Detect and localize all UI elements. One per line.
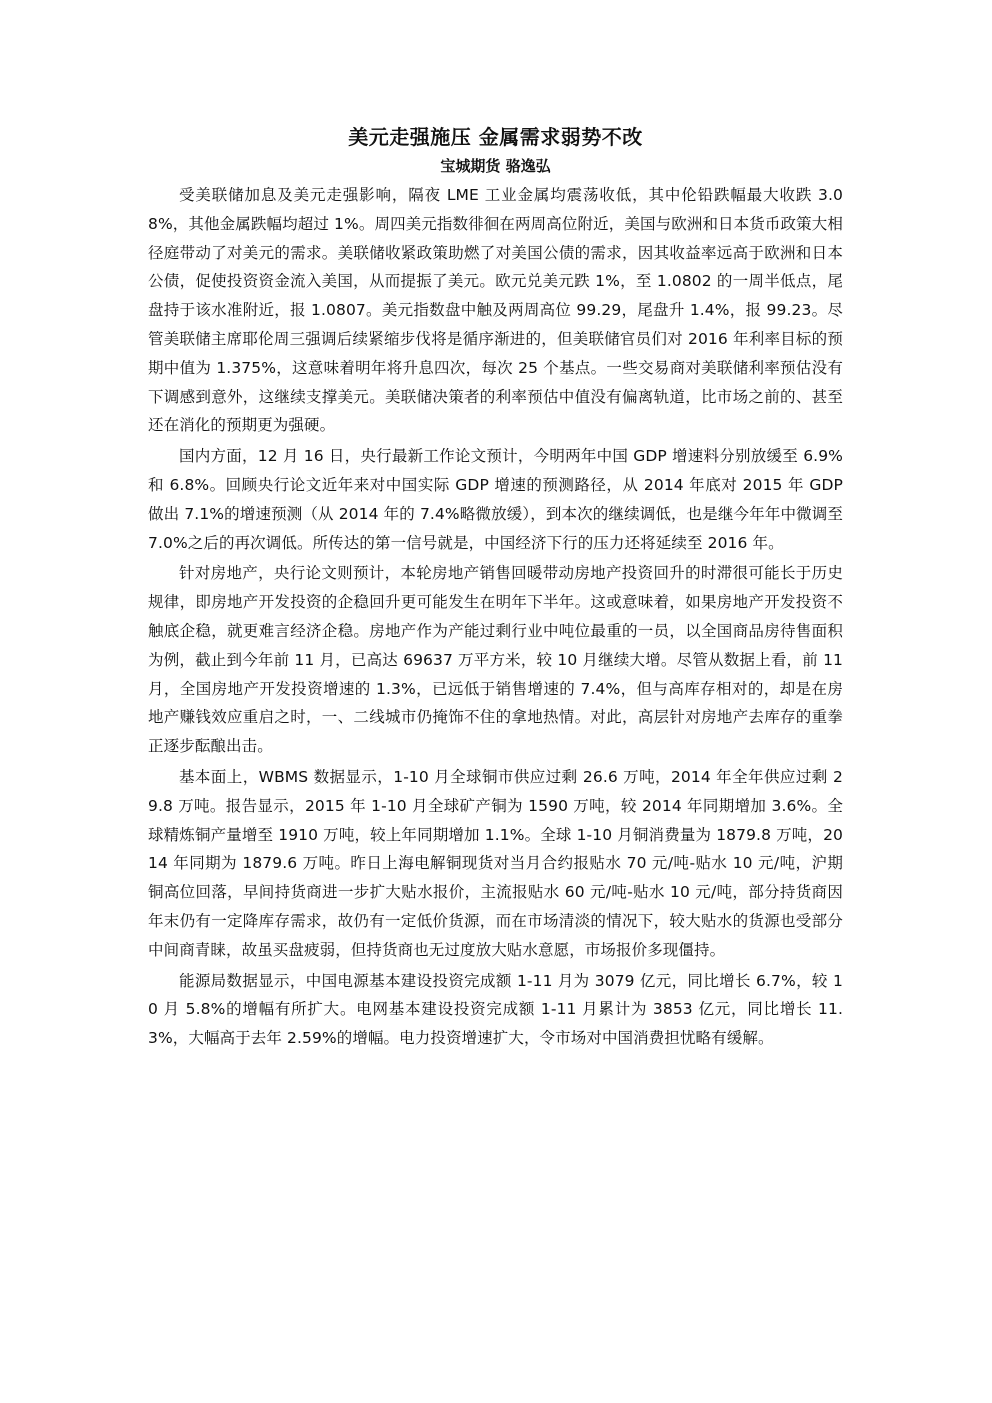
article-title: 美元走强施压 金属需求弱势不改 [348,125,643,149]
paragraph-4: 基本面上，WBMS 数据显示，1-10 月全球铜市供应过剩 26.6 万吨，2014 年全年供应过剩 29.8 万吨。报告显示，2015 年 1-10 月全球矿产铜为 1590 万吨，较 2014 年同期增加 3.6%。全球精炼铜产量增至 1910 万吨，较上年同期增加 1.1%。全球 1-10 月铜消费量为 1879.8 万吨，2014 年同期为 1879.6 万吨。昨日上海电解铜现货对当月合约报贴水 70 元/吨-贴水 10 元/吨，沪期铜高位回落，早间持货商进一步扩大贴水报价，主流报贴水 60 元/吨-贴水 10 元/吨，部分持货商因年末仍有一定降库存需求，故仍有一定低价货源，而在市场清淡的情况下，较大贴水的货源也受部分中间商青睐，故虽买盘疲弱，但持货商也无过度放大贴水意愿，市场报价多现僵持。 [148,767,843,959]
article-body [148,121,843,1055]
paragraph-3: 针对房地产，央行论文则预计，本轮房地产销售回暖带动房地产投资回升的时滞很可能长于历史规律，即房地产开发投资的企稳回升更可能发生在明年下半年。这或意味着，如果房地产开发投资不触底企稳，就更难言经济企稳。房地产作为产能过剩行业中吨位最重的一员，以全国商品房待售面积为例，截止到今年前 11 月，已高达 69637 万平方米，较 10 月继续大增。尽管从数据上看，前 11 月，全国房地产开发投资增速的 1.3%，已远低于销售增速的 7.4%，但与高库存相对的，却是在房地产赚钱效应重启之时，一、二线城市仍掩饰不住的拿地热情。对此，高层针对房地产去库存的重拳正逐步酝酿出击。 [148,564,843,756]
paragraph-5: 能源局数据显示，中国电源基本建设投资完成额 1-11 月为 3079 亿元，同比增长 6.7%，较 10 月 5.8%的增幅有所扩大。电网基本建设投资完成额 1-11 月累计为 3853 亿元，同比增长 11.3%，大幅高于去年 2.59%的增幅。电力投资增速扩大，令市场对中国消费担忧略有缓解。 [148,971,843,1048]
paragraph-1: 受美联储加息及美元走强影响，隔夜 LME 工业金属均震荡收低，其中伦铅跌幅最大收跌 3.08%，其他金属跌幅均超过 1%。周四美元指数徘徊在两周高位附近，美国与欧洲和日本货币政策大相径庭带动了对美元的需求。美联储收紧政策助燃了对美国公债的需求，因其收益率远高于欧洲和日本公债，促使投资资金流入美国，从而提振了美元。欧元兑美元跌 1%，至 1.0802 的一周半低点，尾盘持于该水准附近，报 1.0807。美元指数盘中触及两周高位 99.29，尾盘升 1.4%，报 99.23。尽管美联储主席耶伦周三强调后续紧缩步伐将是循序渐进的，但美联储官员们对 2016 年利率目标的预期中值为 1.375%，这意味着明年将升息四次，每次 25 个基点。一些交易商对美联储利率预估没有下调感到意外，这继续支撑美元。美联储决策者的利率预估中值没有偏离轨道，比市场之前的、甚至还在消化的预期更为强硬。 [148,186,843,435]
paragraph-2: 国内方面，12 月 16 日，央行最新工作论文预计，今明两年中国 GDP 增速料分别放缓至 6.9%和 6.8%。回顾央行论文近年来对中国实际 GDP 增速的预测路径，从 2014 年底对 2015 年 GDP 做出 7.1%的增速预测（从 2014 年的 7.4%略微放缓），到本次的继续调低，也是继今年年中微调至 7.0%之后的再次调低。所传达的第一信号就是，中国经济下行的压力还将延续至 2016 年。 [148,447,843,552]
article-byline: 宝城期货 骆逸弘 [440,157,551,175]
